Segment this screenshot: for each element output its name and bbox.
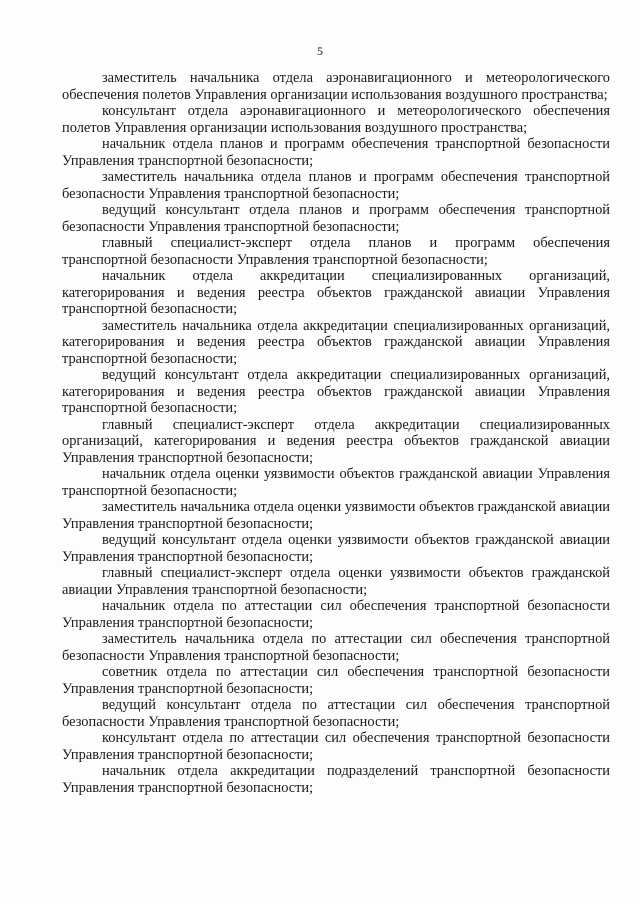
paragraph: главный специалист-эксперт отдела аккредитации специализированных организаций, категорирования и ведения реестра объектов гражданской авиации Управления транспортной безопасности; xyxy=(62,416,610,466)
paragraph: советник отдела по аттестации сил обеспечения транспортной безопасности Управления транспортной безопасности; xyxy=(62,664,610,697)
paragraph: заместитель начальника отдела аккредитации специализированных организаций, категорирования и ведения реестра объектов гражданской авиации Управления транспортной безопасности; xyxy=(62,317,610,367)
paragraph: начальник отдела аккредитации подразделений транспортной безопасности Управления транспортной безопасности; xyxy=(62,763,610,796)
paragraph: ведущий консультант отдела аккредитации специализированных организаций, категорирования и ведения реестра объектов гражданской авиации Управления транспортной безопасности; xyxy=(62,367,610,416)
paragraph: ведущий консультант отдела оценки уязвимости объектов гражданской авиации Управления транспортной безопасности; xyxy=(62,532,610,565)
paragraph: заместитель начальника отдела аэронавигационного и метеорологического обеспечения полетов Управления организации использования воздушного пространства; xyxy=(62,70,610,103)
paragraph: заместитель начальника отдела оценки уязвимости объектов гражданской авиации Управления транспортной безопасности; xyxy=(62,499,610,532)
paragraph: ведущий консультант отдела планов и программ обеспечения транспортной безопасности Управления транспортной безопасности; xyxy=(62,202,610,235)
paragraph: главный специалист-эксперт отдела планов и программ обеспечения транспортной безопасности Управления транспортной безопасности; xyxy=(62,235,610,268)
paragraph: начальник отдела по аттестации сил обеспечения транспортной безопасности Управления транспортной безопасности; xyxy=(62,598,610,631)
paragraph: консультант отдела по аттестации сил обеспечения транспортной безопасности Управления транспортной безопасности; xyxy=(62,730,610,763)
paragraph: ведущий консультант отдела по аттестации сил обеспечения транспортной безопасности Управления транспортной безопасности; xyxy=(62,697,610,730)
page-number: 5 xyxy=(317,44,323,58)
paragraph: заместитель начальника отдела планов и программ обеспечения транспортной безопасности Управления транспортной безопасности; xyxy=(62,169,610,202)
paragraph: главный специалист-эксперт отдела оценки уязвимости объектов гражданской авиации Управления транспортной безопасности; xyxy=(62,565,610,598)
paragraph: начальник отдела аккредитации специализированных организаций, категорирования и ведения реестра объектов гражданской авиации Управления транспортной безопасности; xyxy=(62,268,610,317)
paragraph: начальник отдела планов и программ обеспечения транспортной безопасности Управления транспортной безопасности; xyxy=(62,136,610,169)
paragraph: начальник отдела оценки уязвимости объектов гражданской авиации Управления транспортной безопасности; xyxy=(62,466,610,499)
paragraph: консультант отдела аэронавигационного и метеорологического обеспечения полетов Управления организации использования воздушного пространства; xyxy=(62,103,610,136)
paragraph: заместитель начальника отдела по аттестации сил обеспечения транспортной безопасности Управления транспортной безопасности; xyxy=(62,631,610,664)
document-body xyxy=(62,70,610,796)
